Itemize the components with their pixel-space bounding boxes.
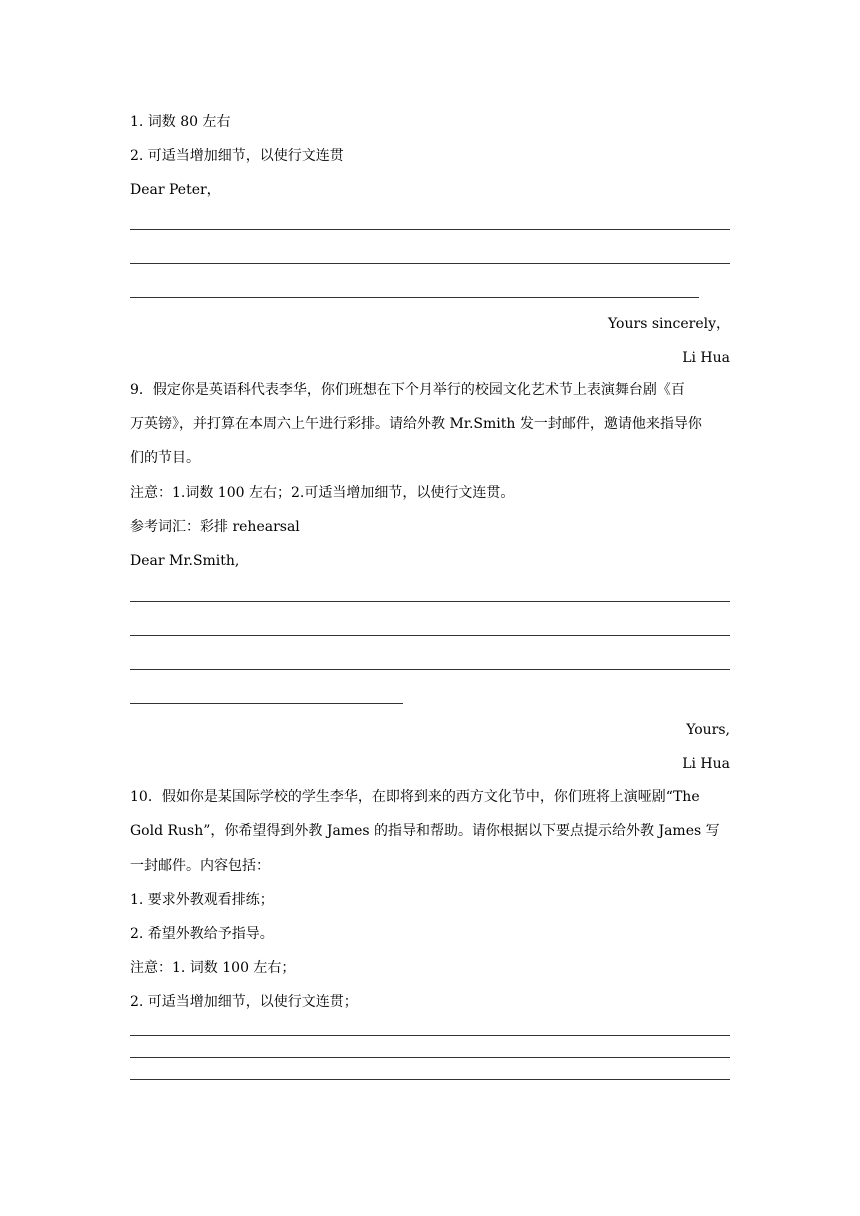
question-9-text: 们的节目。 [130,450,200,466]
letter-closing: Yours sincerely， [608,316,730,332]
question-9-text: 万英镑》，并打算在本周六上午进行彩排。请给外教 Mr.Smith 发一封邮件，邀请他来指导你 [130,416,702,432]
answer-line [130,297,699,298]
letter-greeting: Dear Mr.Smith, [130,553,240,569]
answer-line [130,703,403,704]
answer-line [130,1035,730,1036]
question-10-text: Gold Rush”，你希望得到外教 James 的指导和帮助。请你根据以下要点提示给外教 James 写 [130,823,720,839]
question-10-note: 2. 可适当增加细节，以使行文连贯； [130,994,358,1010]
answer-line [130,669,730,670]
answer-line [130,635,730,636]
question-9-note: 注意：1.词数 100 左右；2.可适当增加细节，以使行文连贯。 [130,485,515,501]
letter-signature: Li Hua [682,350,730,366]
question-10-note: 注意：1. 词数 100 左右； [130,960,296,976]
letter-signature: Li Hua [682,756,730,772]
letter-closing: Yours, [686,722,730,738]
question-10-text: 10．假如你是某国际学校的学生李华，在即将到来的西方文化节中，你们班将上演哑剧“The [130,789,700,805]
answer-line [130,263,730,264]
answer-line [130,229,730,230]
letter-greeting: Dear Peter， [130,182,221,198]
answer-line [130,1079,730,1080]
question-10-text: 一封邮件。内容包括： [130,858,270,874]
question-10-point: 2. 希望外教给予指导。 [130,926,274,942]
answer-line [130,1057,730,1058]
question-10-point: 1. 要求外教观看排练； [130,892,274,908]
question-9-vocab: 参考词汇：彩排 rehearsal [130,519,300,535]
requirement-word-count: 1. 词数 80 左右 [130,114,231,130]
answer-line [130,601,730,602]
requirement-details: 2. 可适当增加细节，以使行文连贯 [130,148,344,164]
question-9-text: 9．假定你是英语科代表李华，你们班想在下个月举行的校园文化艺术节上表演舞台剧《百 [130,382,685,398]
